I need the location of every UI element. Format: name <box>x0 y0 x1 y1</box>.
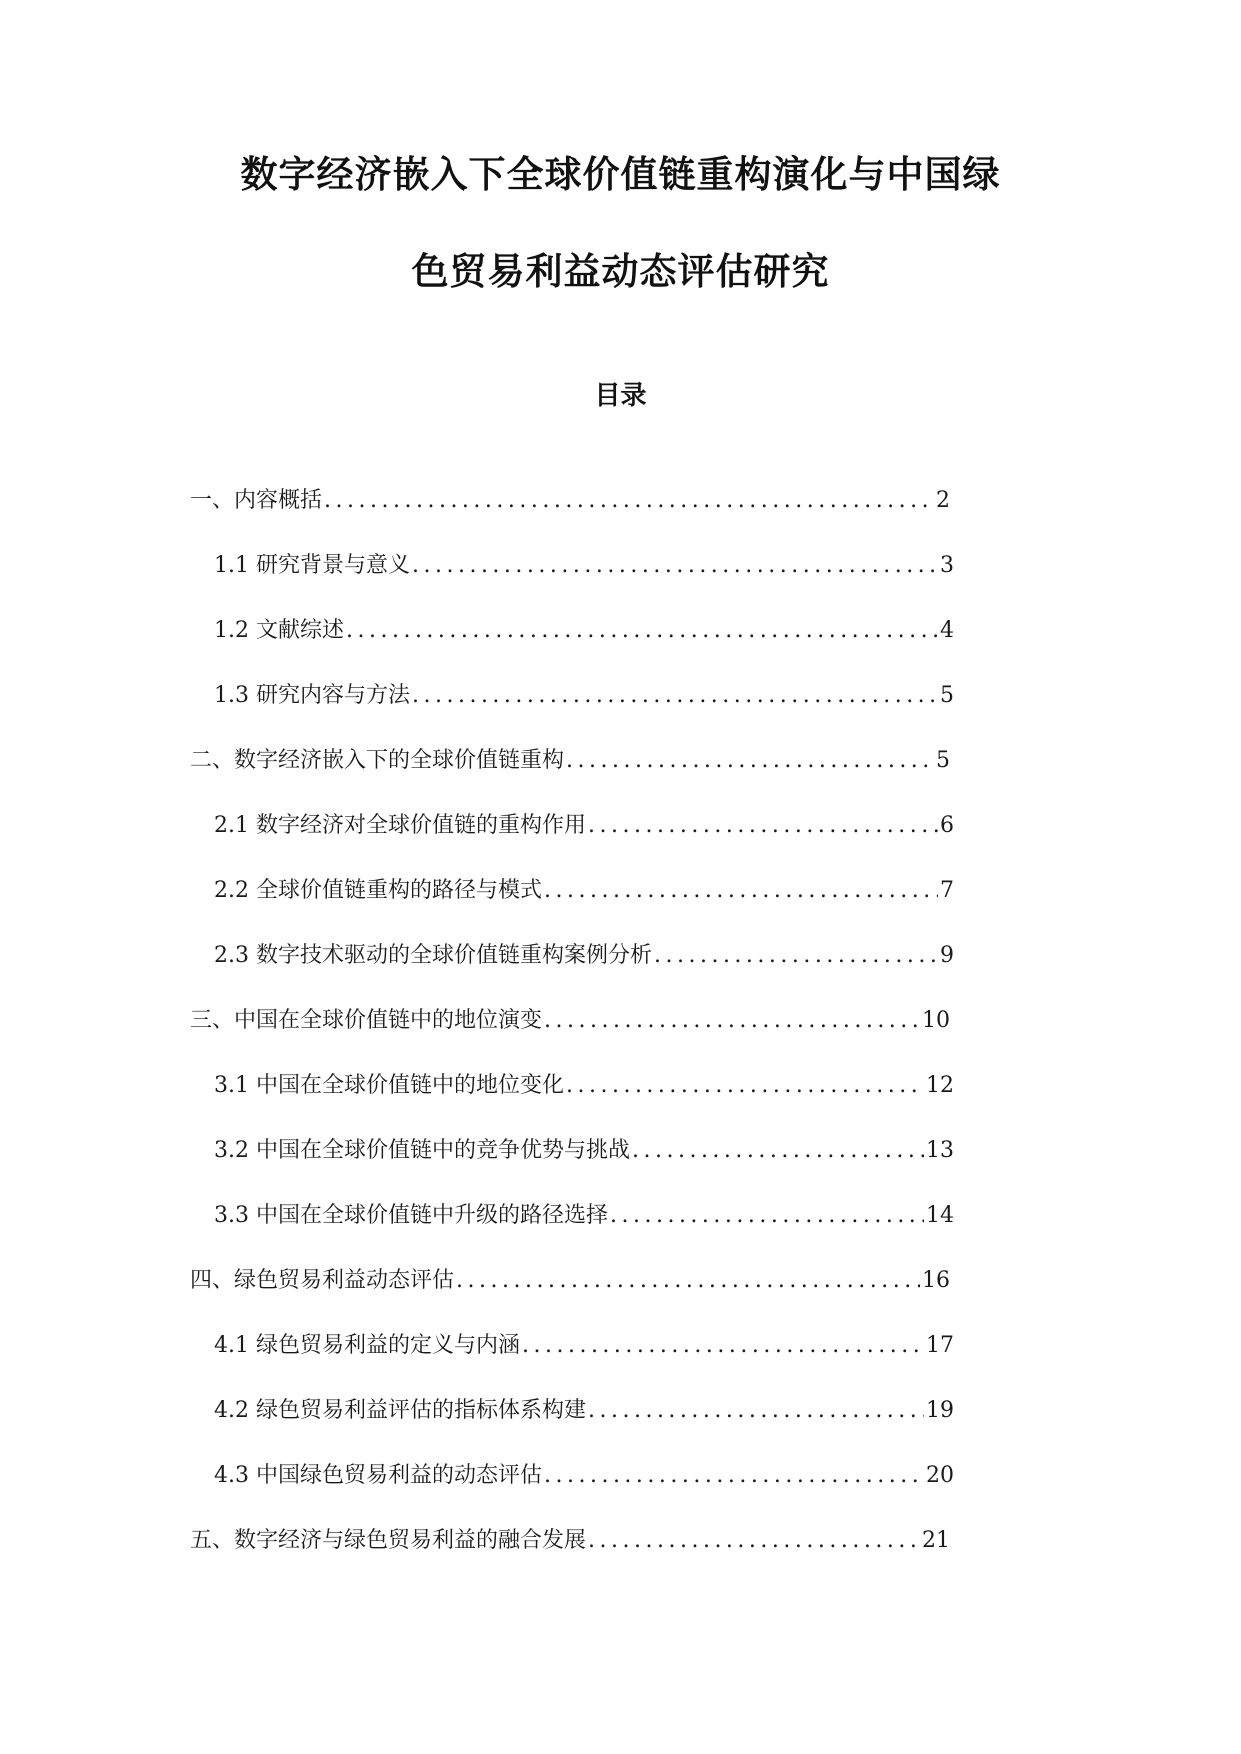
toc-dot-leader <box>654 939 938 973</box>
toc-entry-title: 五、数字经济与绿色贸易利益的融合发展 <box>190 1528 587 1553</box>
toc-entry[interactable] <box>190 1134 954 1199</box>
toc-entry-title: 4.1 绿色贸易利益的定义与内涵 <box>214 1333 520 1358</box>
toc-entry-title: 2.1 数字经济对全球价值链的重构作用 <box>214 813 586 838</box>
toc-entry-page: 17 <box>926 1333 954 1358</box>
document-title-line-1: 数字经济嵌入下全球价值链重构演化与中国绿 <box>240 153 1001 196</box>
toc-entry-title: 二、数字经济嵌入下的全球价值链重构 <box>190 748 565 773</box>
toc-entry-page: 21 <box>922 1528 950 1553</box>
toc-entry-title: 2.3 数字技术驱动的全球价值链重构案例分析 <box>214 943 652 968</box>
toc-entry[interactable] <box>190 614 954 679</box>
toc-dot-leader <box>346 614 938 648</box>
toc-entry-page: 10 <box>922 1008 950 1033</box>
toc-entry-title: 1.3 研究内容与方法 <box>214 683 410 708</box>
toc-entry-page: 16 <box>922 1268 950 1293</box>
toc-dot-leader <box>588 809 938 843</box>
toc-entry-page: 20 <box>926 1463 954 1488</box>
toc-entry-title: 一、内容概括 <box>190 488 323 513</box>
toc-entry[interactable] <box>190 874 954 939</box>
toc-entry[interactable] <box>190 1524 950 1589</box>
table-of-contents <box>190 484 954 1589</box>
toc-entry[interactable] <box>190 939 954 1004</box>
toc-entry-page: 4 <box>940 618 954 643</box>
toc-dot-leader <box>456 1264 920 1298</box>
toc-entry-title: 1.1 研究背景与意义 <box>214 553 410 578</box>
toc-entry[interactable] <box>190 1394 954 1459</box>
toc-dot-leader <box>588 1394 924 1428</box>
toc-entry[interactable] <box>190 1459 954 1524</box>
toc-entry-title: 3.3 中国在全球价值链中升级的路径选择 <box>214 1203 608 1228</box>
toc-entry-page: 7 <box>940 878 954 903</box>
toc-entry-title: 1.2 文献综述 <box>214 618 344 643</box>
toc-dot-leader <box>544 1459 924 1493</box>
toc-entry[interactable] <box>190 1199 954 1264</box>
toc-heading: 目录 <box>594 381 647 411</box>
toc-entry-title: 四、绿色贸易利益动态评估 <box>190 1268 455 1293</box>
toc-entry-page: 12 <box>926 1073 954 1098</box>
document-title-line-2: 色贸易利益动态评估研究 <box>411 250 830 293</box>
toc-dot-leader <box>412 549 938 583</box>
toc-entry-page: 5 <box>936 748 950 773</box>
toc-entry-title: 4.2 绿色贸易利益评估的指标体系构建 <box>214 1398 586 1423</box>
toc-entry-page: 3 <box>940 553 954 578</box>
toc-entry[interactable] <box>190 1264 950 1329</box>
toc-entry-title: 4.3 中国绿色贸易利益的动态评估 <box>214 1463 542 1488</box>
toc-entry-page: 13 <box>926 1138 954 1163</box>
toc-dot-leader <box>324 484 934 518</box>
toc-dot-leader <box>522 1329 924 1363</box>
toc-entry-page: 6 <box>940 813 954 838</box>
toc-entry[interactable] <box>190 679 954 744</box>
toc-dot-leader <box>588 1524 920 1558</box>
toc-entry-title: 三、中国在全球价值链中的地位演变 <box>190 1008 543 1033</box>
toc-dot-leader <box>566 744 934 778</box>
toc-entry[interactable] <box>190 484 950 549</box>
toc-entry-title: 3.1 中国在全球价值链中的地位变化 <box>214 1073 564 1098</box>
toc-entry-title: 2.2 全球价值链重构的路径与模式 <box>214 878 542 903</box>
toc-dot-leader <box>412 679 938 713</box>
toc-entry-page: 9 <box>940 943 954 968</box>
toc-entry-page: 19 <box>926 1398 954 1423</box>
toc-dot-leader <box>544 1004 920 1038</box>
toc-entry[interactable] <box>190 549 954 614</box>
toc-dot-leader <box>544 874 938 908</box>
toc-dot-leader <box>632 1134 924 1168</box>
toc-entry[interactable] <box>190 1004 950 1069</box>
toc-dot-leader <box>610 1199 924 1233</box>
toc-entry-title: 3.2 中国在全球价值链中的竞争优势与挑战 <box>214 1138 630 1163</box>
toc-entry[interactable] <box>190 1329 954 1394</box>
toc-dot-leader <box>566 1069 924 1103</box>
toc-entry[interactable] <box>190 1069 954 1134</box>
toc-entry-page: 5 <box>940 683 954 708</box>
toc-entry[interactable] <box>190 744 950 809</box>
toc-entry-page: 2 <box>936 488 950 513</box>
toc-entry[interactable] <box>190 809 954 874</box>
toc-entry-page: 14 <box>926 1203 954 1228</box>
